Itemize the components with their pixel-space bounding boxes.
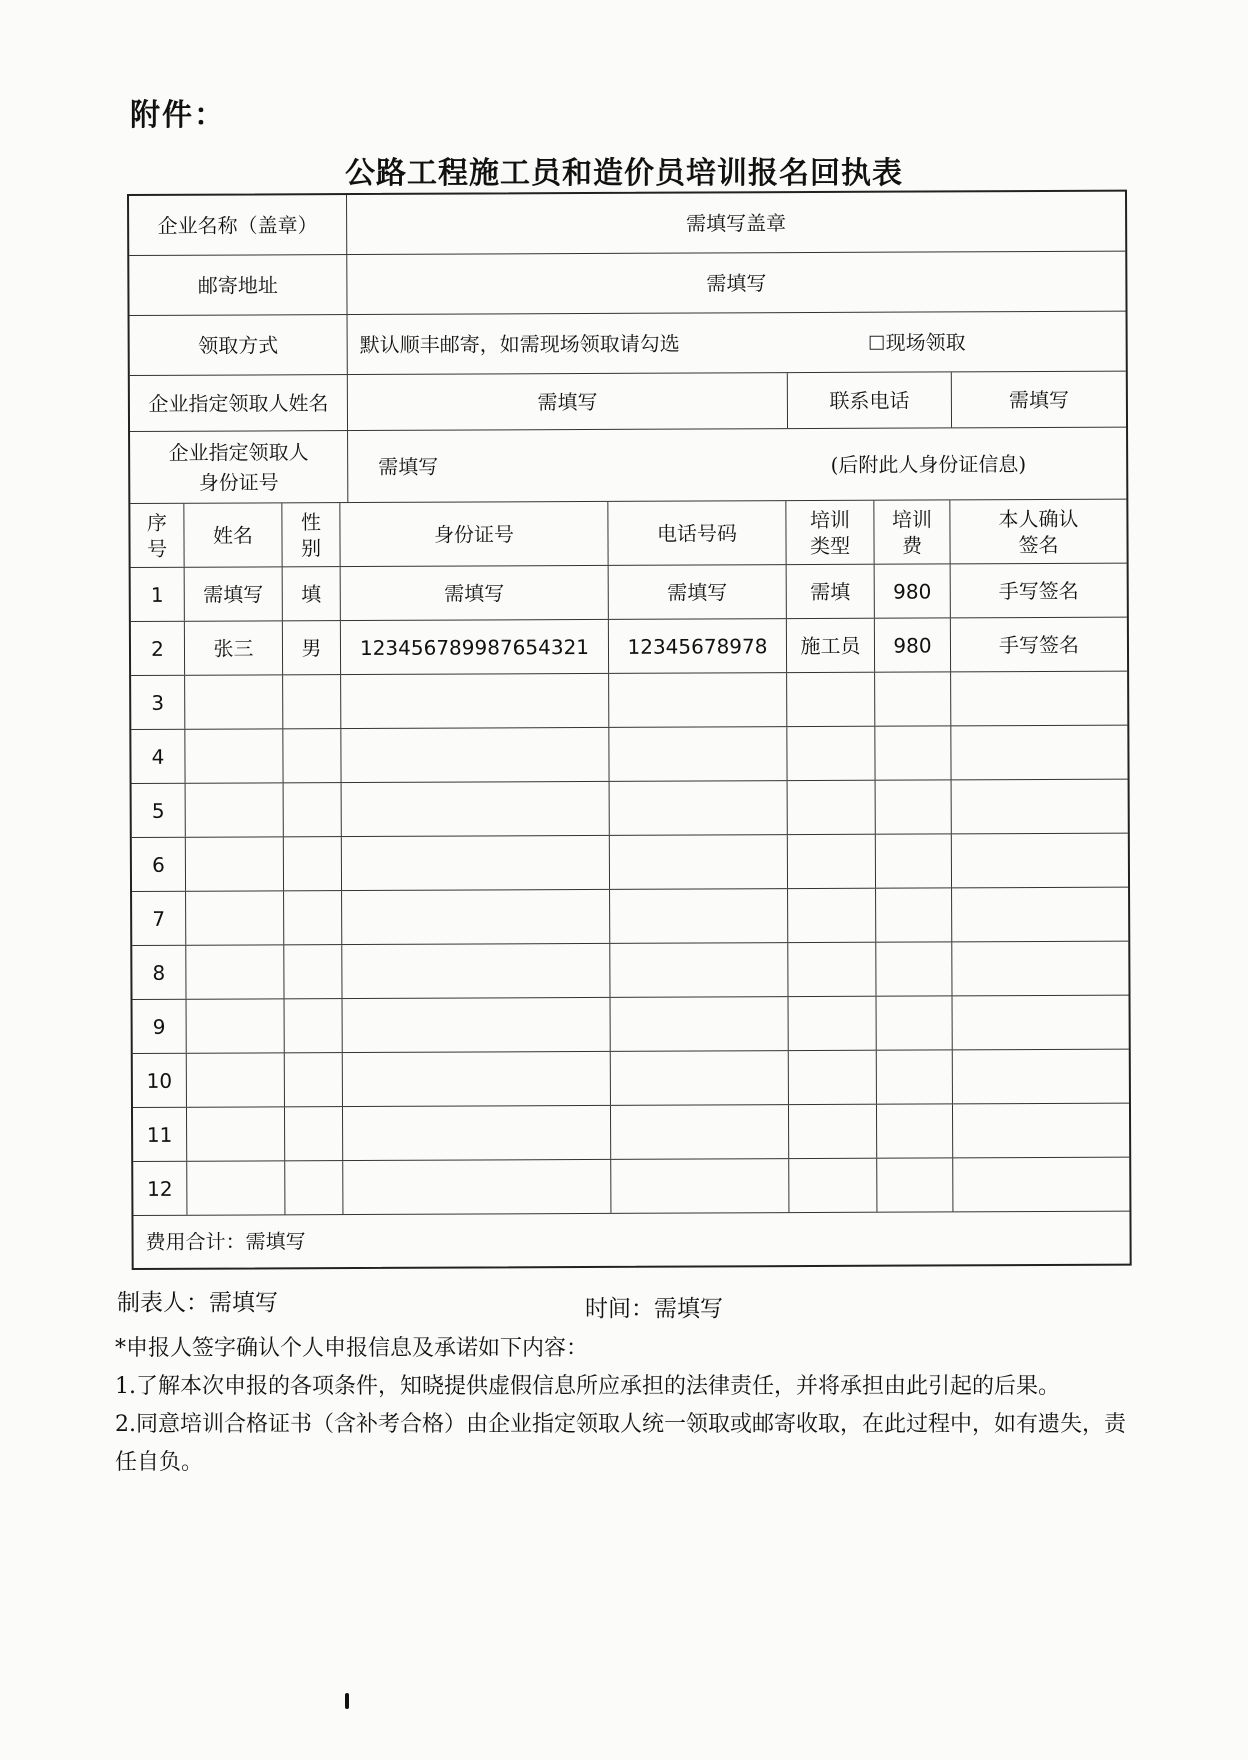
scan-speck	[345, 1693, 349, 1709]
cell-type[interactable]	[789, 1105, 877, 1158]
table-row	[133, 996, 1129, 1054]
cell-gender[interactable]	[285, 1161, 343, 1214]
cell-name[interactable]	[186, 945, 284, 998]
contact-id-note: (后附此人身份证信息)	[830, 451, 1027, 477]
cell-name[interactable]	[186, 891, 284, 944]
cell-type[interactable]	[787, 673, 875, 726]
company-label: 企业名称（盖章）	[129, 195, 347, 255]
cell-seq: 9	[133, 1000, 187, 1053]
cell-sign[interactable]	[952, 834, 1128, 888]
cell-gender[interactable]	[285, 1053, 343, 1106]
address-label: 邮寄地址	[129, 255, 347, 315]
cell-type[interactable]	[789, 997, 877, 1050]
cell-phone[interactable]	[610, 943, 788, 997]
cell-name[interactable]	[185, 675, 283, 728]
date-line[interactable]: 时间：需填写	[585, 1296, 723, 1322]
table-row	[132, 942, 1128, 1000]
cell-id[interactable]	[342, 836, 610, 890]
cell-seq: 5	[132, 784, 186, 837]
pickup-row	[130, 312, 1126, 376]
cell-fee[interactable]	[875, 672, 951, 725]
registration-form	[127, 190, 1132, 1270]
cell-phone[interactable]	[609, 727, 787, 781]
company-row	[129, 192, 1125, 256]
cell-fee[interactable]: 980	[875, 564, 951, 617]
cell-sign[interactable]	[953, 1158, 1129, 1212]
header-sign	[950, 500, 1126, 564]
cell-fee[interactable]	[877, 1158, 953, 1211]
cell-seq: 8	[132, 946, 186, 999]
cell-seq: 6	[132, 838, 186, 891]
cell-fee[interactable]	[876, 780, 952, 833]
cell-gender[interactable]	[283, 675, 341, 728]
cell-sign[interactable]	[953, 1104, 1129, 1158]
onsite-pickup-checkbox[interactable]	[870, 335, 884, 349]
cell-id[interactable]	[342, 890, 610, 944]
cell-seq: 7	[132, 892, 186, 945]
declaration-item-1: 1.了解本次申报的各项条件，知晓提供虚假信息所应承担的法律责任，并将承担由此引起的后果。	[115, 1374, 1060, 1399]
table-row	[131, 672, 1127, 730]
header-gender-line1: 性	[300, 509, 321, 534]
cell-fee[interactable]	[876, 942, 952, 995]
cell-phone[interactable]	[609, 673, 787, 727]
cell-name[interactable]: 张三	[185, 621, 283, 674]
cell-name[interactable]	[186, 783, 284, 836]
header-seq	[130, 504, 184, 567]
total-row	[133, 1212, 1129, 1268]
pickup-field	[348, 312, 1126, 374]
table-row	[132, 888, 1128, 946]
contact-id-value[interactable]: 需填写	[378, 454, 439, 479]
cell-fee[interactable]	[876, 888, 952, 941]
cell-gender[interactable]: 填	[283, 567, 341, 620]
cell-type[interactable]	[788, 781, 876, 834]
header-gender-line2: 别	[300, 535, 322, 560]
cell-fee[interactable]	[877, 996, 953, 1049]
cell-name[interactable]	[187, 999, 285, 1052]
cell-id[interactable]	[342, 944, 610, 998]
cell-phone[interactable]	[610, 835, 788, 889]
cell-fee[interactable]	[877, 1104, 953, 1157]
declaration-notes	[115, 1330, 1135, 1482]
cell-seq: 2	[131, 622, 185, 675]
cell-id[interactable]	[341, 674, 609, 728]
cell-type[interactable]	[788, 889, 876, 942]
header-phone: 电话号码	[608, 501, 786, 565]
cell-phone[interactable]	[611, 1159, 789, 1213]
cell-type[interactable]	[788, 835, 876, 888]
cell-type[interactable]	[789, 1159, 877, 1212]
cell-id[interactable]	[341, 728, 609, 782]
cell-id[interactable]	[342, 782, 610, 836]
company-field[interactable]: 需填写盖章	[686, 210, 787, 236]
cell-name[interactable]	[187, 1053, 285, 1106]
contact-row	[130, 372, 1126, 432]
table-row	[131, 618, 1127, 676]
cell-name[interactable]	[186, 837, 284, 890]
cell-gender[interactable]	[284, 891, 342, 944]
cell-sign[interactable]	[952, 888, 1128, 942]
contact-id-label-line1: 企业指定领取人	[168, 439, 309, 465]
cell-gender[interactable]	[284, 783, 342, 836]
cell-type[interactable]	[787, 727, 875, 780]
cell-sign[interactable]	[952, 942, 1128, 996]
table-row	[131, 726, 1127, 784]
declaration-item-2: 2.同意培训合格证书（含补考合格）由企业指定领取人统一领取或邮寄收取，在此过程中，如有遗失，责任自负。	[115, 1412, 1126, 1475]
cell-name[interactable]	[187, 1107, 285, 1160]
table-row	[132, 834, 1128, 892]
header-gender	[282, 503, 340, 566]
table-header	[130, 500, 1126, 568]
cell-sign[interactable]: 手写签名	[998, 632, 1080, 657]
header-fee-line2: 费	[901, 533, 923, 558]
contact-name-field[interactable]: 需填写	[348, 373, 788, 430]
cell-type[interactable]	[788, 943, 876, 996]
header-seq-line2: 号	[146, 536, 168, 561]
address-field[interactable]: 需填写	[706, 270, 767, 295]
cell-gender[interactable]	[285, 999, 343, 1052]
cell-gender[interactable]: 男	[283, 621, 341, 674]
contact-id-field	[348, 428, 1126, 502]
cell-seq: 4	[131, 730, 185, 783]
cell-fee[interactable]	[877, 1050, 953, 1103]
cell-type[interactable]	[789, 1051, 877, 1104]
table-row	[133, 1158, 1129, 1216]
onsite-pickup-label: 现场领取	[885, 329, 966, 355]
contact-id-label	[130, 431, 348, 503]
cell-gender[interactable]	[284, 837, 342, 890]
cell-phone[interactable]: 12345678978	[609, 619, 787, 673]
header-type-line2: 类型	[809, 533, 851, 558]
header-seq-line1: 序	[146, 510, 167, 535]
header-fee-line1: 培训	[891, 506, 932, 532]
contact-id-label-line2: 身份证号	[198, 469, 279, 495]
cell-name[interactable]: 需填写	[185, 567, 283, 620]
cell-id[interactable]	[343, 998, 611, 1052]
cell-id[interactable]	[343, 1052, 611, 1106]
table-row	[133, 1104, 1129, 1162]
pickup-default-text: 默认顺丰邮寄，如需现场领取请勾选	[359, 331, 680, 357]
cell-name[interactable]	[185, 729, 283, 782]
cell-sign[interactable]	[952, 780, 1128, 834]
cell-phone[interactable]: 需填写	[609, 565, 787, 619]
pickup-label: 领取方式	[130, 315, 348, 375]
cell-seq: 12	[133, 1162, 187, 1215]
cell-seq: 11	[133, 1108, 187, 1161]
cell-sign[interactable]	[951, 726, 1127, 780]
contact-name-label: 企业指定领取人姓名	[130, 375, 348, 431]
table-row	[131, 564, 1127, 622]
cell-id[interactable]: 需填写	[341, 566, 609, 620]
preparer-line[interactable]: 制表人：需填写	[117, 1290, 278, 1316]
cell-phone[interactable]	[611, 1105, 789, 1159]
cell-name[interactable]	[187, 1161, 285, 1214]
header-type-line1: 培训	[809, 507, 850, 532]
contact-phone-field[interactable]: 需填写	[1008, 387, 1069, 412]
cell-sign[interactable]	[951, 672, 1127, 726]
form-title: 公路工程施工员和造价员培训报名回执表	[345, 156, 903, 191]
cell-seq: 1	[131, 568, 185, 621]
cell-phone[interactable]	[611, 1051, 789, 1105]
header-id: 身份证号	[340, 502, 608, 566]
header-sign-line2: 签名	[1018, 532, 1059, 557]
address-row	[129, 252, 1125, 316]
cell-id[interactable]: 123456789987654321	[341, 620, 609, 674]
attachment-label: 附件：	[130, 98, 226, 133]
cell-phone[interactable]	[610, 781, 788, 835]
cell-gender[interactable]	[283, 729, 341, 782]
cell-gender[interactable]	[285, 1107, 343, 1160]
cell-fee[interactable]: 980	[875, 618, 951, 671]
header-sign-line1: 本人确认	[998, 506, 1079, 531]
table-row	[132, 780, 1128, 838]
cell-type[interactable]: 需填	[787, 565, 875, 618]
header-fee	[874, 500, 950, 563]
table-row	[133, 1050, 1129, 1108]
cell-sign[interactable]	[953, 1050, 1129, 1104]
cell-fee[interactable]	[875, 726, 951, 779]
header-type	[786, 501, 874, 564]
total-field[interactable]: 费用合计：需填写	[145, 1229, 306, 1254]
cell-id[interactable]	[343, 1160, 611, 1214]
cell-seq: 3	[131, 676, 185, 729]
cell-phone[interactable]	[611, 997, 789, 1051]
header-name: 姓名	[184, 503, 282, 566]
cell-phone[interactable]	[610, 889, 788, 943]
cell-gender[interactable]	[284, 945, 342, 998]
contact-id-row	[130, 428, 1126, 504]
cell-seq: 10	[133, 1054, 187, 1107]
contact-phone-label: 联系电话	[788, 372, 952, 428]
cell-type[interactable]: 施工员	[787, 619, 875, 672]
cell-sign[interactable]	[953, 996, 1129, 1050]
cell-fee[interactable]	[876, 834, 952, 887]
onsite-pickup-option[interactable]	[870, 327, 966, 357]
cell-sign[interactable]: 手写签名	[998, 578, 1079, 603]
declaration-heading: *申报人签字确认个人申报信息及承诺如下内容：	[115, 1336, 589, 1361]
cell-id[interactable]	[343, 1106, 611, 1160]
